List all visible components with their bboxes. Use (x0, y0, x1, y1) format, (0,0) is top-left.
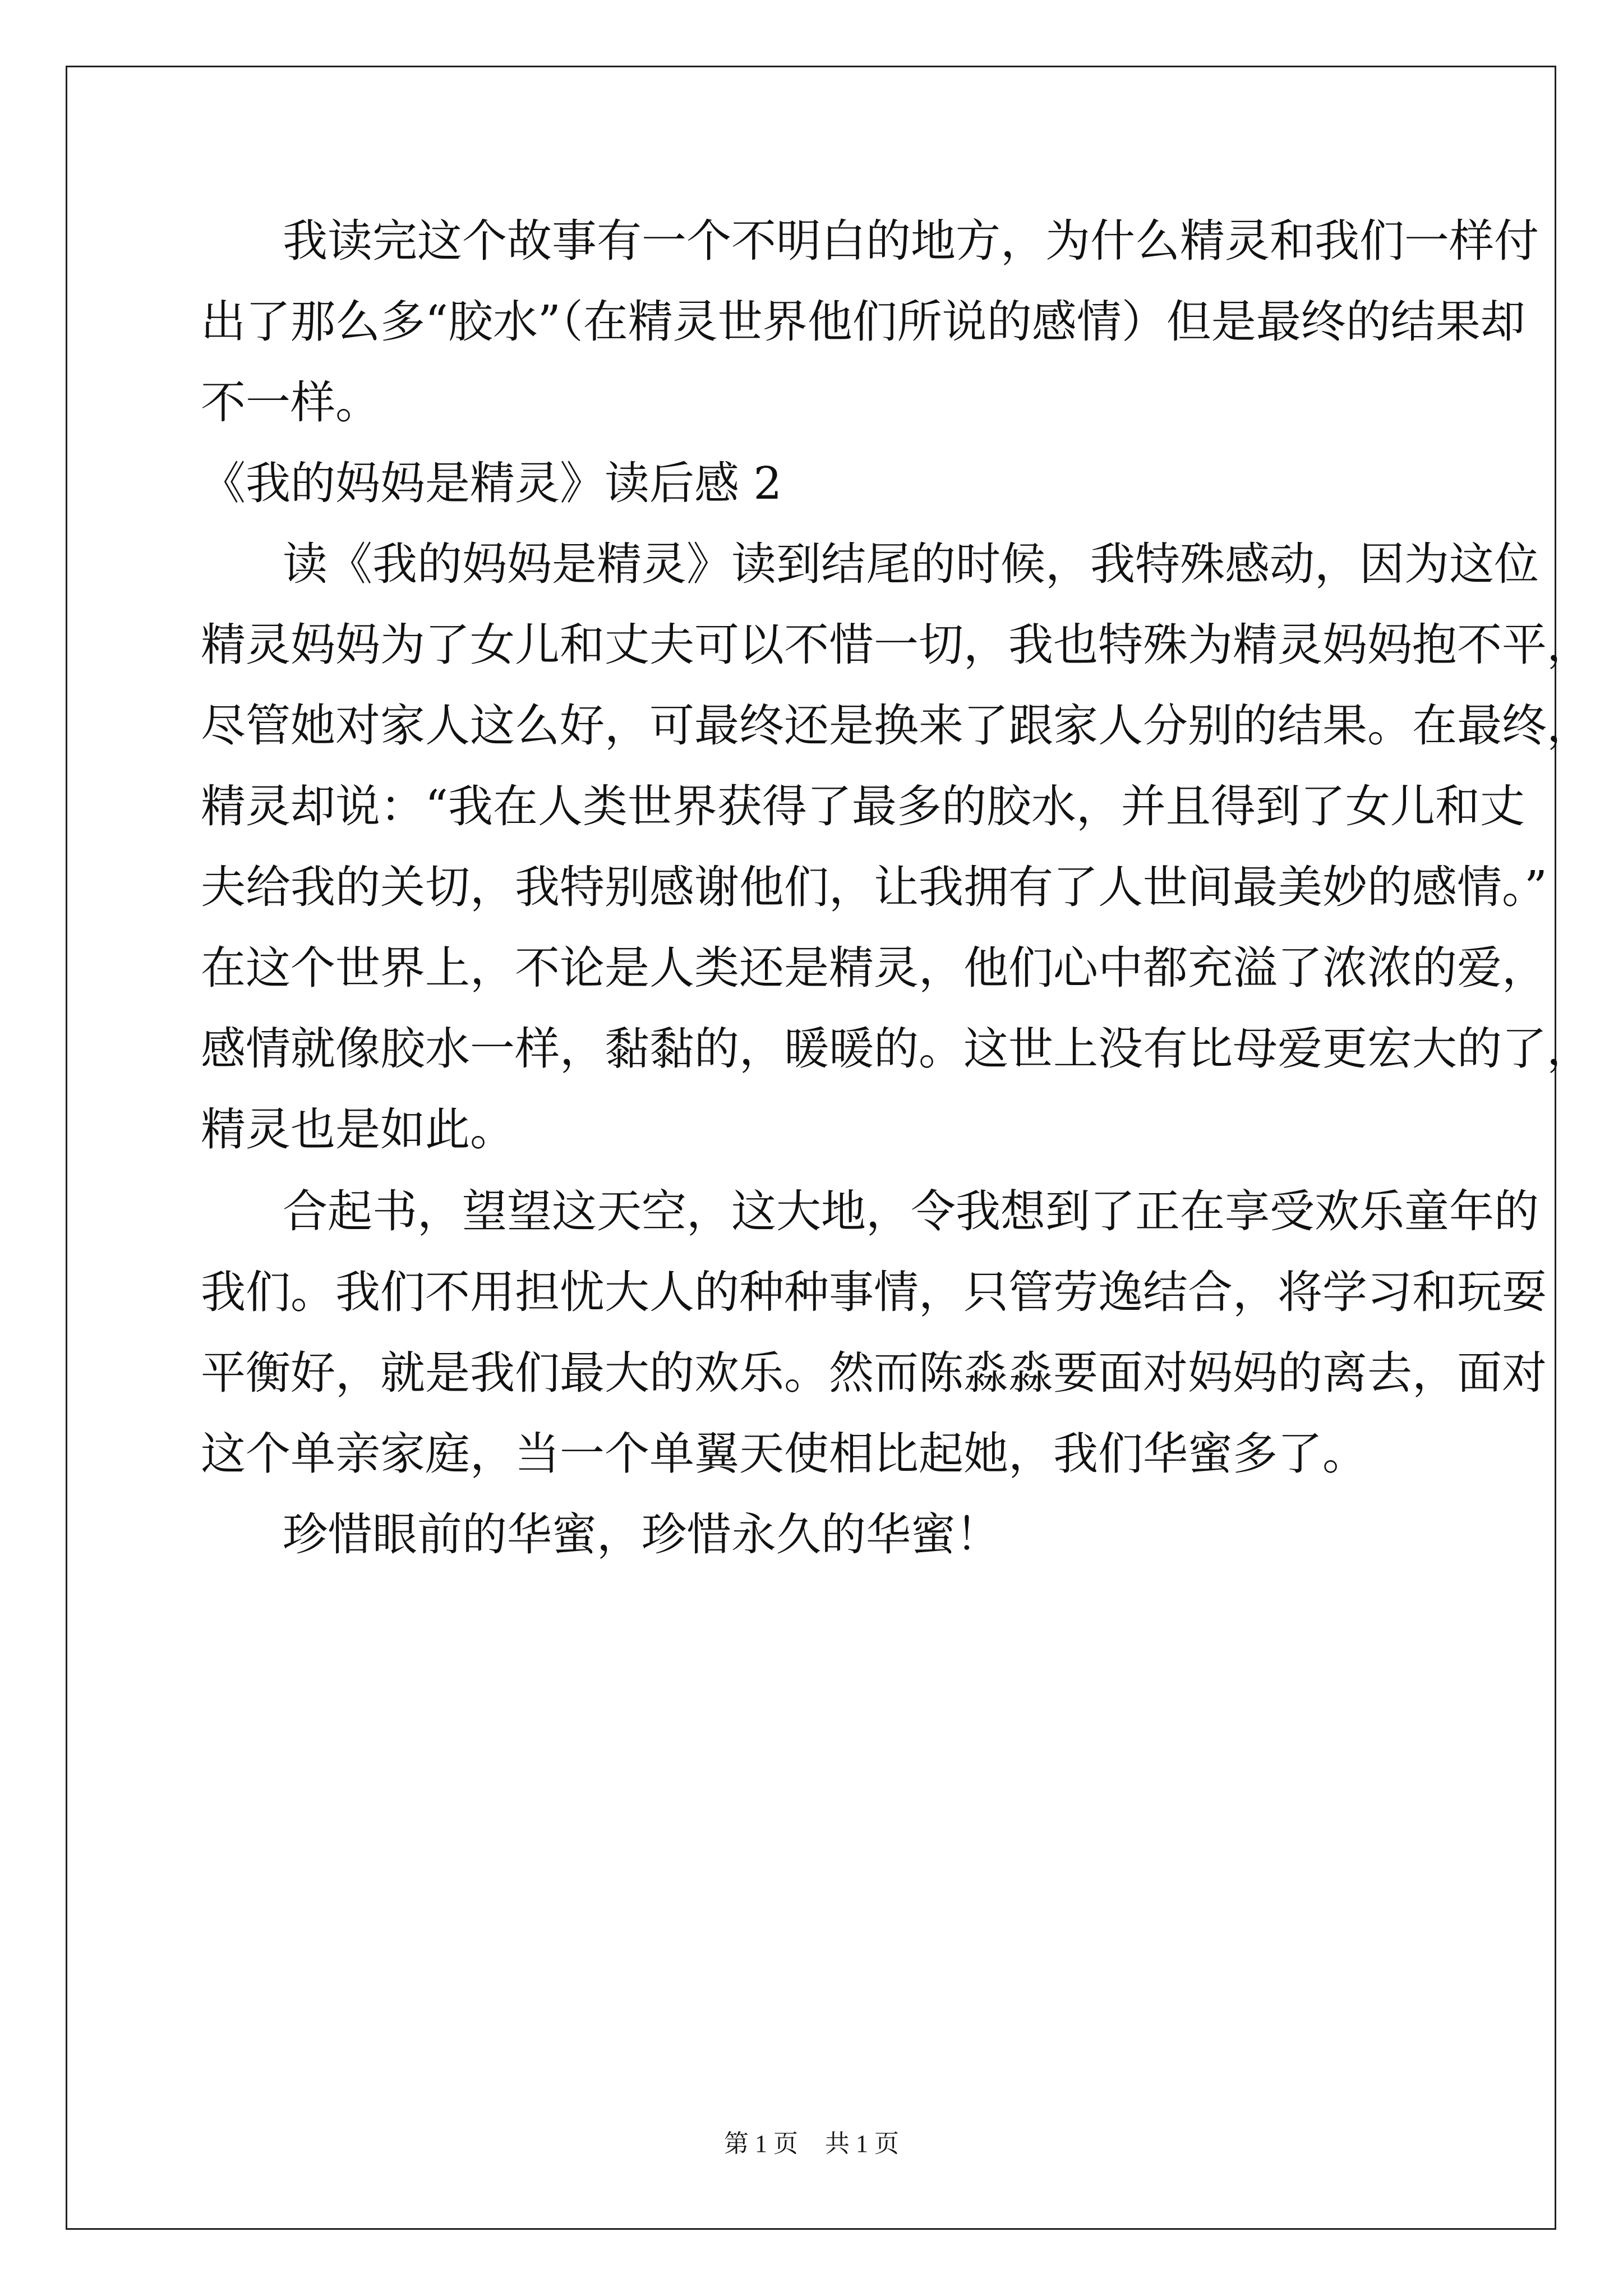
page-number: 第 1 页 (724, 2130, 798, 2157)
page-footer (0, 2127, 1623, 2161)
section-heading: 《我的妈妈是精灵》读后感 2 (201, 457, 782, 509)
paragraph-3-line-4: 这个单亲家庭，当一个单翼天使相比起她，我们华蜜多了。 (201, 1428, 1367, 1480)
paragraph-1-line-1: 我读完这个故事有一个不明白的地方，为什么精灵和我们一样付 (283, 215, 1539, 267)
paragraph-1-line-2: 出了那么多“胶水”（在精灵世界他们所说的感情）但是最终的结果却 (201, 296, 1525, 348)
page-total: 共 1 页 (825, 2130, 899, 2157)
paragraph-1-line-3: 不一样。 (201, 376, 380, 429)
paragraph-2-line-8: 精灵也是如此。 (201, 1103, 515, 1156)
paragraph-2-line-1: 读《我的妈妈是精灵》读到结尾的时候，我特殊感动，因为这位 (283, 538, 1539, 590)
paragraph-4-line-1: 珍惜眼前的华蜜，珍惜永久的华蜜！ (283, 1508, 1000, 1561)
paragraph-2-line-3: 尽管她对家人这么好，可最终还是换来了跟家人分别的结果。在最终， (201, 700, 1592, 752)
paragraph-2-line-6: 在这个世界上，不论是人类还是精灵，他们心中都充溢了浓浓的爱， (201, 942, 1547, 994)
paragraph-3-line-3: 平衡好，就是我们最大的欢乐。然而陈淼淼要面对妈妈的离去，面对 (201, 1347, 1547, 1399)
paragraph-2-line-4: 精灵却说：“我在人类世界获得了最多的胶水，并且得到了女儿和丈 (201, 780, 1525, 832)
paragraph-2-line-7: 感情就像胶水一样，黏黏的，暖暖的。这世上没有比母爱更宏大的了， (201, 1023, 1592, 1075)
paragraph-3-line-2: 我们。我们不用担忧大人的种种事情，只管劳逸结合，将学习和玩耍 (201, 1266, 1547, 1318)
paragraph-3-line-1: 合起书，望望这天空，这大地，令我想到了正在享受欢乐童年的 (283, 1185, 1539, 1237)
paragraph-2-line-2: 精灵妈妈为了女儿和丈夫可以不惜一切，我也特殊为精灵妈妈抱不平， (201, 619, 1592, 671)
paragraph-2-line-5: 夫给我的关切，我特别感谢他们，让我拥有了人世间最美妙的感情。” (201, 861, 1547, 913)
